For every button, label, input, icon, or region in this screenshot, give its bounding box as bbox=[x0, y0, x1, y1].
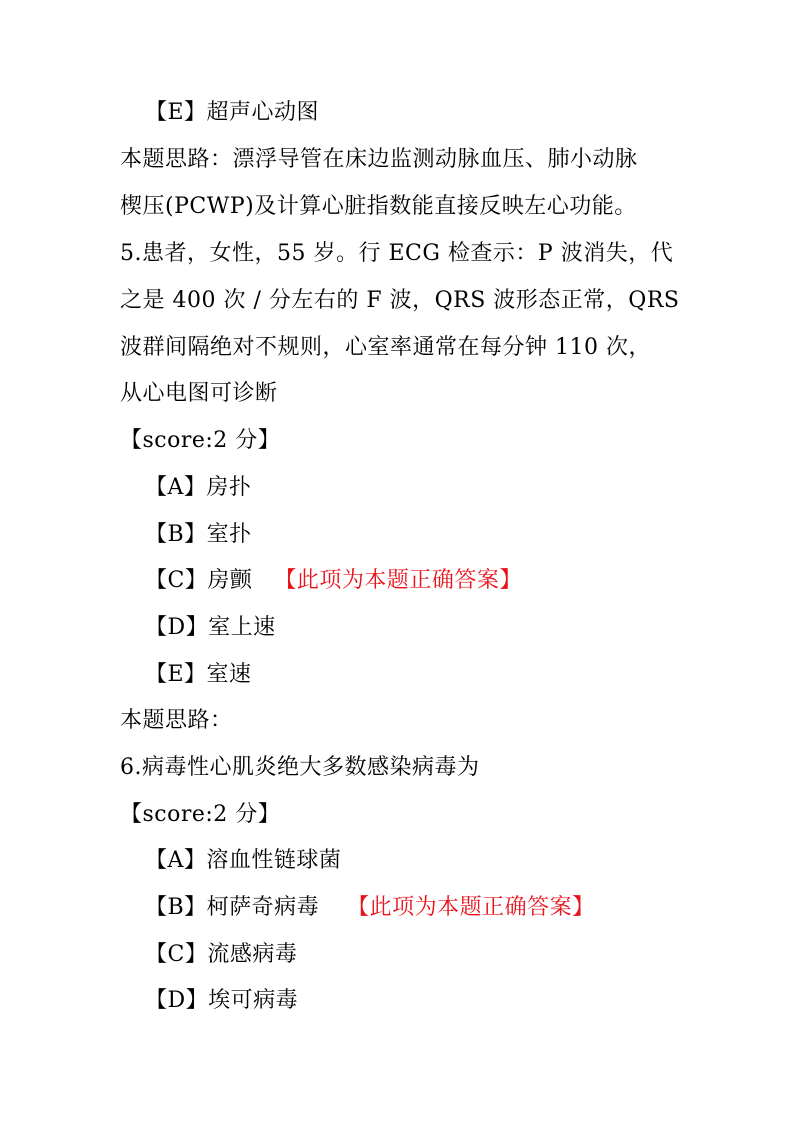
q4-option-e: 【E】超声心动图 bbox=[145, 100, 320, 125]
q5-score: 【score:2 分】 bbox=[120, 428, 281, 453]
q5-stem-line-4: 从心电图可诊断 bbox=[120, 381, 278, 406]
q5-option-b: 【B】室扑 bbox=[145, 522, 252, 547]
q6-stem: 6.病毒性心肌炎绝大多数感染病毒为 bbox=[120, 755, 480, 780]
q6-correct-answer-note: 【此项为本题正确答案】 bbox=[347, 895, 595, 920]
q6-option-a: 【A】溶血性链球菌 bbox=[145, 848, 342, 873]
q6-option-b-row bbox=[145, 893, 595, 923]
q4-analysis-line-1: 本题思路：漂浮导管在床边监测动脉血压、肺小动脉 bbox=[120, 147, 638, 172]
q5-option-d: 【D】室上速 bbox=[145, 615, 276, 640]
q6-option-d: 【D】埃可病毒 bbox=[145, 988, 299, 1013]
q5-option-a: 【A】房扑 bbox=[145, 475, 252, 500]
q5-stem-line-1: 5.患者，女性，55 岁。行 ECG 检查示：P 波消失，代 bbox=[120, 241, 674, 266]
q5-analysis: 本题思路： bbox=[120, 708, 233, 733]
q5-stem-line-2: 之是 400 次 / 分左右的 F 波，QRS 波形态正常，QRS bbox=[120, 288, 680, 313]
q4-analysis-line-2: 楔压(PCWP)及计算心脏指数能直接反映左心功能。 bbox=[120, 194, 637, 219]
q5-option-c: 【C】房颤 bbox=[145, 568, 253, 593]
q6-option-b: 【B】柯萨奇病毒 bbox=[145, 895, 320, 920]
q5-correct-answer-note: 【此项为本题正确答案】 bbox=[274, 568, 522, 593]
q6-option-c: 【C】流感病毒 bbox=[145, 942, 298, 967]
q5-stem-line-3: 波群间隔绝对不规则，心室率通常在每分钟 110 次， bbox=[120, 335, 651, 360]
q5-option-c-row bbox=[145, 566, 522, 596]
q6-score: 【score:2 分】 bbox=[120, 802, 281, 827]
q5-option-e: 【E】室速 bbox=[145, 662, 252, 687]
